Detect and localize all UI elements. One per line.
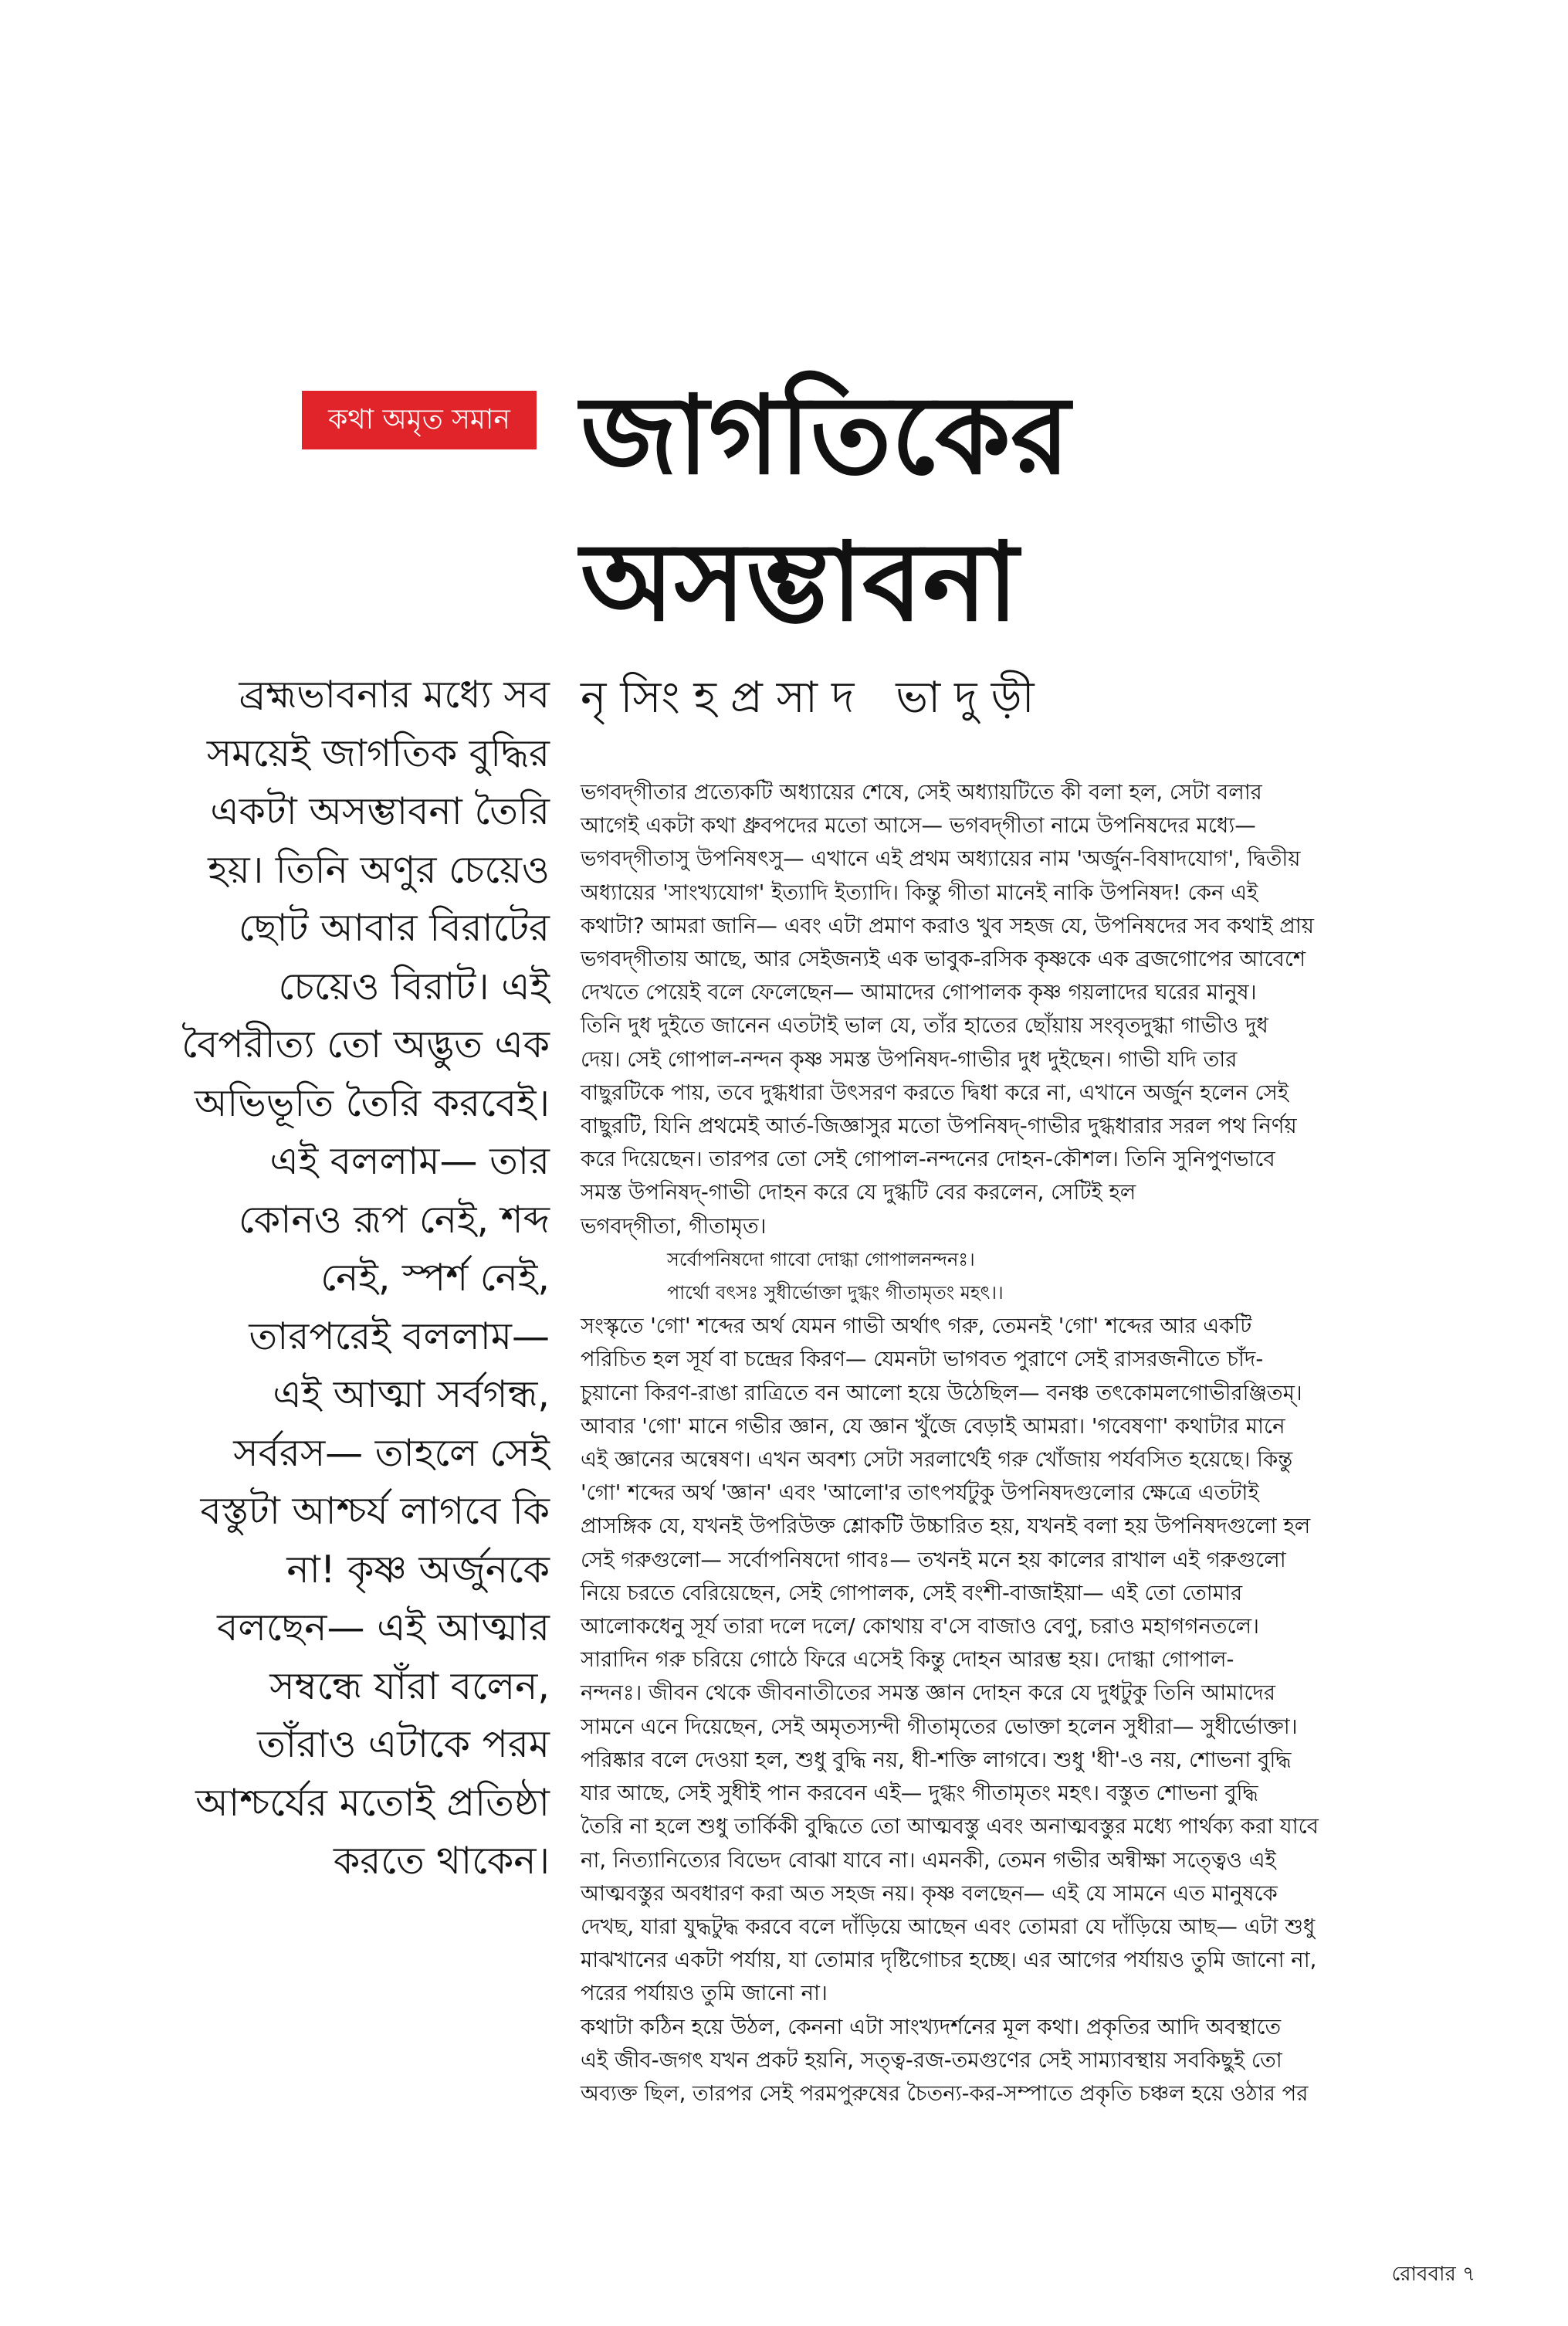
body-line: পরিচিত হল সূর্য বা চন্দ্রের কিরণ— যেমনটা ভাগবত পুরাণে সেই রাসরজনীতে চাঁদ-: [581, 1347, 1264, 1372]
body-line: সমস্ত উপনিষদ্-গাভী দোহন করে যে দুগ্ধটি বের করলেন, সেটিই হল: [581, 1180, 1136, 1205]
pull-quote-line: হয়। তিনি অণুর চেয়েও: [208, 847, 550, 892]
pull-quote-line: সম্বন্ধে যাঁরা বলেন,: [269, 1663, 550, 1708]
pull-quote-line: বৈপরীত্য তো অদ্ভুত এক: [181, 1022, 550, 1066]
body-line: মাঝখানের একটা পর্যায়, যা তোমার দৃষ্টিগোচর হচ্ছে। এর আগের পর্যায়ও তুমি জানো না,: [581, 1948, 1317, 1973]
body-line: আগেই একটা কথা ধ্রুবপদের মতো আসে— ভগবদ্‌গীতা নামে উপনিষদের মধ্যে—: [581, 813, 1256, 839]
pull-quote-line: ছোট আবার বিরাটের: [238, 906, 550, 950]
body-line: কথাটা কঠিন হয়ে উঠল, কেননা এটা সাংখ্যদর্শনের মূল কথা। প্রকৃতির আদি অবস্থাতে: [581, 2014, 1282, 2039]
pull-quote-line: এই বললাম— তার: [269, 1139, 550, 1183]
pull-quote-line: কোনও রূপ নেই, শব্দ: [239, 1197, 550, 1242]
pull-quote-line: বস্তুটা আশ্চর্য লাগবে কি: [200, 1489, 550, 1533]
body-line: দেয়। সেই গোপাল-নন্দন কৃষ্ণ সমস্ত উপনিষদ-গাভীর দুধ দুইছেন। গাভী যদি তার: [581, 1046, 1238, 1072]
body-line: চুয়ানো কিরণ-রাঙা রাত্রিতে বন আলো হয়ে উঠেছিল— বনঞ্চ তৎকোমলগোভীরঞ্জিতম্।: [581, 1380, 1302, 1405]
pull-quote-line: তাঁরাও এটাকে পরম: [257, 1722, 550, 1766]
body-line: নিয়ে চরতে বেরিয়েছেন, সেই গোপালক, সেই বংশী-বাজাইয়া— এই তো তোমার: [581, 1580, 1243, 1605]
body-line: আবার 'গো' মানে গভীর জ্ঞান, যে জ্ঞান খুঁজে বেড়াই আমরা। 'গবেষণা' কথাটার মানে: [581, 1413, 1285, 1439]
body-line: সংস্কৃতে 'গো' শব্দের অর্থ যেমন গাভী অর্থাৎ গরু, তেমনই 'গো' শব্দের আর একটি: [581, 1314, 1252, 1339]
body-line: এই জ্ঞানের অন্বেষণ। এখন অবশ্য সেটা সরলার্থেই গরু খোঁজায় পর্যবসিত হয়েছে। কিন্তু: [581, 1447, 1293, 1473]
pull-quote-line: সর্বরস— তাহলে সেই: [233, 1430, 550, 1475]
verse-line: সর্বোপনিষদো গাবো দোগ্ধা গোপালনন্দনঃ।: [667, 1248, 975, 1270]
body-line: সেই গরুগুলো— সর্বোপনিষদো গাবঃ— তখনই মনে হয় কালের রাখাল এই গরুগুলো: [581, 1547, 1286, 1572]
pull-quote-line: না! কৃষ্ণ অর্জুনকে: [286, 1547, 550, 1592]
headline: [581, 363, 1507, 656]
byline: নৃসিংহপ্রসাদ ভাদুড়ী: [581, 673, 1048, 723]
headline-line: অসম্ভাবনা: [581, 520, 1019, 646]
pull-quote-line: ব্রহ্মভাবনার মধ্যে সব: [239, 673, 550, 717]
body-line: এই জীব-জগৎ যখন প্রকট হয়নি, সত্ত্ব-রজ-তমগুণের সেই সাম্যাবস্থায় সবকিছুই তো: [581, 2047, 1282, 2073]
pull-quote-line: অভিভূতি তৈরি করবেই।: [194, 1080, 550, 1125]
body-line: নন্দনঃ। জীবন থেকে জীবনাতীতের সমস্ত জ্ঞান দোহন করে যে দুধটুকু তিনি আমাদের: [581, 1680, 1276, 1706]
pull-quote-line: তারপরেই বললাম—: [249, 1314, 550, 1358]
pull-quote-line: নেই, স্পর্শ নেই,: [320, 1256, 550, 1300]
body-line: সামনে এনে দিয়েছেন, সেই অমৃতস্যন্দী গীতামৃতের ভোক্তা হলেন সুধীরা— সুধীর্ভোক্তা।: [581, 1714, 1298, 1739]
body-line: আত্মবস্তুর অবধারণ করা অত সহজ নয়। কৃষ্ণ বলছেন— এই যে সামনে এত মানুষকে: [581, 1880, 1278, 1906]
body-line: সারাদিন গরু চরিয়ে গোঠে ফিরে এসেই কিন্তু দোহন আরম্ভ হয়। দোগ্ধা গোপাল-: [581, 1647, 1234, 1673]
body-line: কথাটা? আমরা জানি— এবং এটা প্রমাণ করাও খুব সহজ যে, উপনিষদের সব কথাই প্রায়: [581, 913, 1314, 938]
body-line: পরিষ্কার বলে দেওয়া হল, শুধু বুদ্ধি নয়, ধী-শক্তি লাগবে। শুধু 'ধী'-ও নয়, শোভনা বুদ্ধি: [581, 1747, 1292, 1772]
pull-quote-line: একটা অসম্ভাবনা তৈরি: [210, 789, 550, 833]
body-line: বাছুরটি, যিনি প্রথমেই আর্ত-জিজ্ঞাসুর মতো উপনিষদ্-গাভীর দুগ্ধধারার সরল পথ নির্ণয়: [581, 1114, 1297, 1139]
body-line: অধ্যায়ের 'সাংখ্যযোগ' ইত্যাদি ইত্যাদি। কিন্তু গীতা মানেই নাকি উপনিষদ! কেন এই: [581, 880, 1258, 905]
pull-quote-line: করতে থাকেন।: [334, 1839, 550, 1883]
body-line: ভগবদ্‌গীতার প্রত্যেকটি অধ্যায়ের শেষে, সেই অধ্যায়টিতে কী বলা হল, সেটা বলার: [581, 780, 1262, 805]
body-line: দেখতে পেয়েই বলে ফেলেছেন— আমাদের গোপালক কৃষ্ণ গয়লাদের ঘরের মানুষ।: [581, 980, 1257, 1005]
section-tag: কথা অমৃত সমান: [302, 391, 537, 449]
body-line: দেখছ, যারা যুদ্ধটুদ্ধ করবে বলে দাঁড়িয়ে আছেন এবং তোমরা যে দাঁড়িয়ে আছ— এটা শুধু: [581, 1914, 1316, 1939]
body-line: প্রাসঙ্গিক যে, যখনই উপরিউক্ত শ্লোকটি উচ্চারিত হয়, যখনই বলা হয় উপনিষদগুলো হল: [581, 1514, 1311, 1539]
body-line: তিনি দুধ দুইতে জানেন এতটাই ভাল যে, তাঁর হাতের ছোঁয়ায় সংবৃতদুগ্ধা গাভীও দুধ: [581, 1013, 1268, 1039]
headline-line: জাগতিকের: [581, 373, 1070, 499]
article-body: [581, 776, 1468, 2111]
body-line: ভগবদ্‌গীতাসু উপনিষৎসু— এখানে এই প্রথম অধ্যায়ের নাম 'অর্জুন-বিষাদযোগ', দ্বিতীয়: [581, 846, 1301, 872]
body-line: না, নিত্যানিত্যের বিভেদ বোঝা যাবে না। এমনকী, তেমন গভীর অন্বীক্ষা সত্ত্বেও এই: [581, 1847, 1276, 1873]
body-line: অব্যক্ত ছিল, তারপর সেই পরমপুরুষের চৈতন্য-কর-সম্পাতে প্রকৃতি চঞ্চল হয়ে ওঠার পর: [581, 2080, 1309, 2106]
pull-quote-line: বলছেন— এই আত্মার: [217, 1605, 550, 1650]
body-line: যার আছে, সেই সুধীই পান করবেন এই— দুগ্ধং গীতামৃতং মহৎ। বস্তুত শোভনা বুদ্ধি: [581, 1781, 1258, 1806]
pull-quote-line: সময়েই জাগতিক বুদ্ধির: [206, 731, 550, 775]
verse-line: পার্থো বৎসঃ সুধীর্ভোক্তা দুগ্ধং গীতামৃতং মহৎ।।: [667, 1282, 1004, 1304]
page-folio: রোববার ৭: [1391, 2263, 1475, 2286]
body-line: করে দিয়েছেন। তারপর তো সেই গোপাল-নন্দনের দোহন-কৌশল। তিনি সুনিপুণভাবে: [581, 1147, 1275, 1172]
body-line: আলোকধেনু সূর্য তারা দলে দলে/ কোথায় ব'সে বাজাও বেণু, চরাও মহাগগনতলে।: [581, 1614, 1259, 1639]
body-line: 'গো' শব্দের অর্থ 'জ্ঞান' এবং 'আলো'র তাৎপর্যটুকু উপনিষদগুলোর ক্ষেত্রে এতটাই: [581, 1480, 1259, 1506]
pull-quote-line: চেয়েও বিরাট। এই: [278, 964, 550, 1009]
body-line: তৈরি না হলে শুধু তার্কিকী বুদ্ধিতে তো আত্মবস্তু এবং অনাত্মবস্তুর মধ্যে পার্থক্য করা যাবে: [581, 1814, 1319, 1839]
pull-quote-line: আশ্চর্যের মতোই প্রতিষ্ঠা: [195, 1780, 550, 1825]
body-line: ভগবদ্‌গীতা, গীতামৃত।: [581, 1213, 767, 1239]
body-line: পরের পর্যায়ও তুমি জানো না।: [581, 1981, 828, 2006]
body-line: বাছুরটিকে পায়, তবে দুগ্ধধারা উৎসরণ করতে দ্বিধা করে না, এখানে অর্জুন হলেন সেই: [581, 1080, 1289, 1105]
pull-quote-line: এই আত্মা সর্বগন্ধ,: [273, 1372, 550, 1416]
body-line: ভগবদ্‌গীতায় আছে, আর সেইজন্যই এক ভাবুক-রসিক কৃষ্ণকে এক ব্রজগোপের আবেশে: [581, 947, 1306, 972]
pull-quote: [147, 666, 550, 1890]
